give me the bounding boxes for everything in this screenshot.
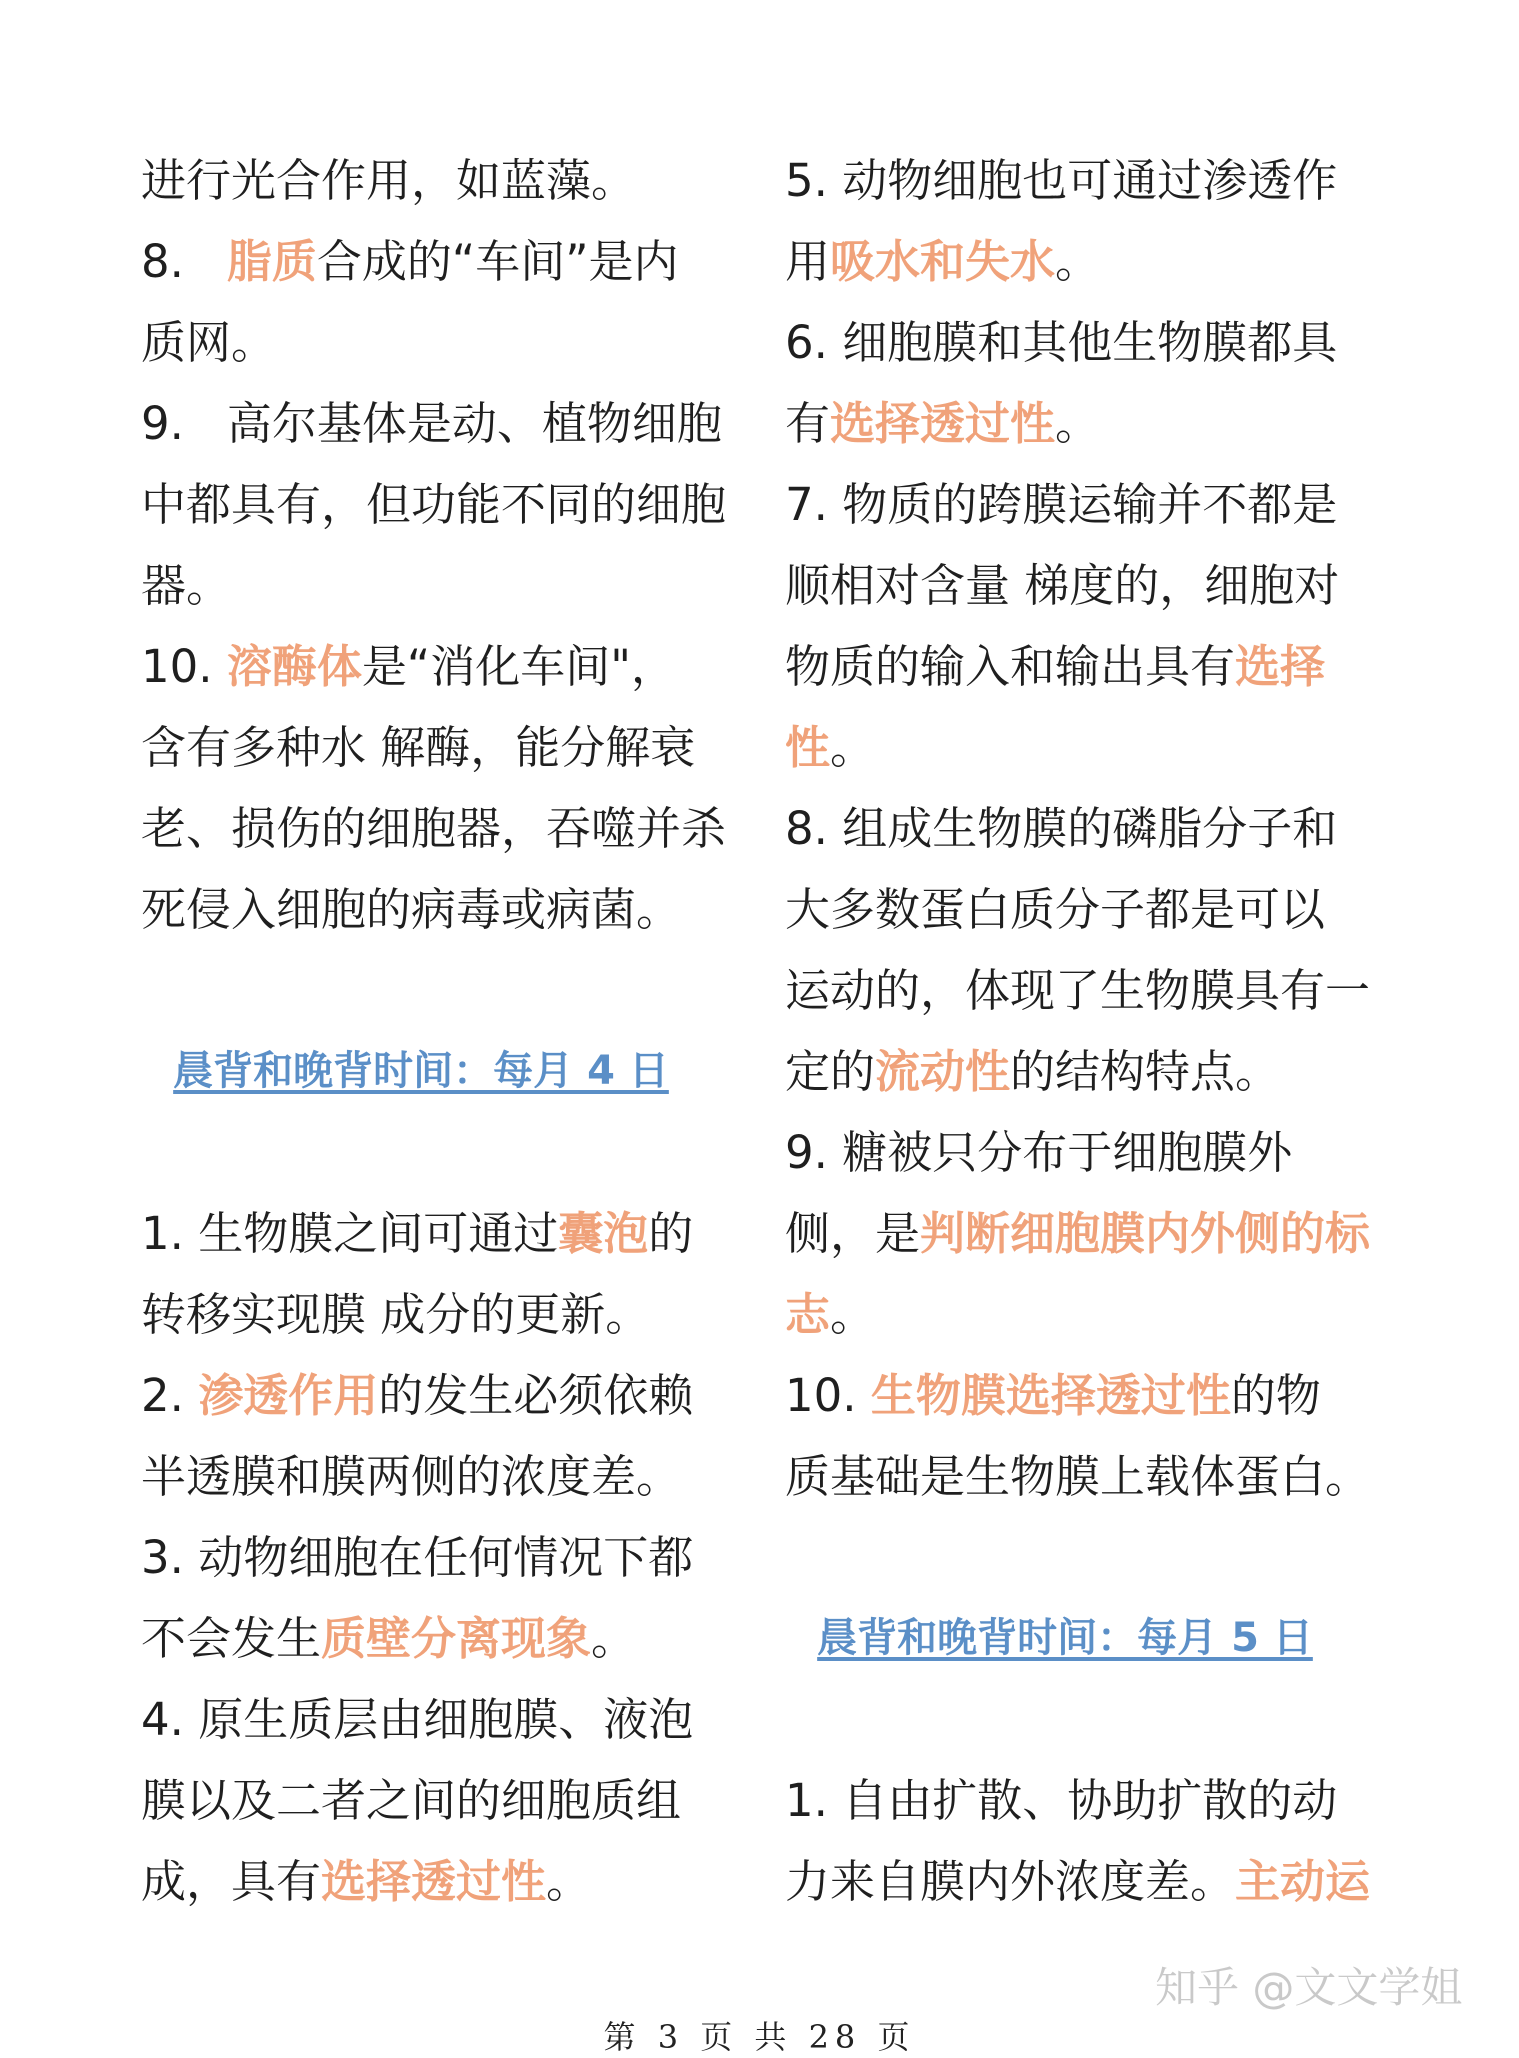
left-line — [141, 140, 741, 221]
item-10-cont — [141, 707, 741, 788]
point-2 — [141, 1355, 741, 1436]
text: 顺相对含量 梯度的，细胞对 — [785, 559, 1340, 612]
text: 膜以及二者之间的细胞质组 — [141, 1774, 682, 1827]
text: 。 — [830, 721, 876, 774]
item-10-cont — [141, 869, 741, 950]
item-7-cont — [785, 707, 1385, 788]
item-number: 7. — [785, 478, 828, 531]
text: 动物细胞在任何情况下都 — [198, 1531, 694, 1584]
text: 的发生必须依赖 — [378, 1369, 694, 1422]
item-7-cont — [785, 626, 1385, 707]
spacer — [785, 1517, 1385, 1598]
section-heading-day-5: 晨背和晚背时间：每月 5 日 — [817, 1615, 1313, 1661]
point-3 — [141, 1517, 741, 1598]
text: 物质的跨膜运输并不都是 — [842, 478, 1338, 531]
text: 含有多种水 解酶，能分解衰 — [141, 721, 696, 774]
item-9-cont — [785, 1193, 1385, 1274]
point-4 — [141, 1679, 741, 1760]
text: 成，具有 — [141, 1855, 322, 1908]
highlight-term: 质壁分离现象 — [321, 1612, 592, 1665]
item-number: 9. — [141, 397, 184, 450]
text: 运动的，体现了生物膜具有一 — [785, 964, 1371, 1017]
item-8-cont — [785, 950, 1385, 1031]
item-number: 8. — [785, 802, 828, 855]
item-10-cont — [785, 1436, 1385, 1517]
highlight-term: 选择透过性 — [830, 397, 1056, 450]
item-6 — [785, 302, 1385, 383]
text: 合成的“车间”是内 — [316, 235, 679, 288]
highlight-term: 选择透过性 — [321, 1855, 547, 1908]
text: 是“消化车间"， — [361, 640, 676, 693]
text: 不会发生 — [141, 1612, 322, 1665]
item-number: 1. — [141, 1207, 184, 1260]
highlight-term: 流动性 — [875, 1045, 1011, 1098]
item-number: 1. — [785, 1774, 828, 1827]
item-5 — [785, 140, 1385, 221]
left-column — [141, 140, 741, 1922]
item-number: 8. — [141, 235, 184, 288]
page-footer: 第 3 页 共 28 页 — [603, 2018, 916, 2056]
text: 生物膜之间可通过 — [198, 1207, 559, 1260]
text: 力来自膜内外浓度差。 — [785, 1855, 1236, 1908]
text: 中都具有，但功能不同的细胞 — [141, 478, 727, 531]
item-8-cont — [785, 869, 1385, 950]
text: 侧，是 — [785, 1207, 921, 1260]
text: 的 — [648, 1207, 694, 1260]
item-9-cont — [141, 545, 741, 626]
text: 用 — [785, 235, 831, 288]
text: 半透膜和膜两侧的浓度差。 — [141, 1450, 682, 1503]
item-6-cont — [785, 383, 1385, 464]
text: 糖被只分布于细胞膜外 — [842, 1126, 1293, 1179]
item-9-cont — [785, 1274, 1385, 1355]
highlight-term: 吸水和失水 — [830, 235, 1056, 288]
item-10-cont — [141, 788, 741, 869]
item-8 — [785, 788, 1385, 869]
point-1 — [141, 1193, 741, 1274]
item-number: 10. — [141, 640, 213, 693]
highlight-term: 选择 — [1235, 640, 1326, 693]
text: 器。 — [141, 559, 232, 612]
highlight-term: 囊泡 — [558, 1207, 649, 1260]
text: 高尔基体是动、植物细胞 — [226, 397, 722, 450]
item-5-cont — [785, 221, 1385, 302]
text: 大多数蛋白质分子都是可以 — [785, 883, 1326, 936]
spacer — [785, 1679, 1385, 1760]
item-number: 4. — [141, 1693, 184, 1746]
highlight-term: 生物膜选择透过性 — [870, 1369, 1231, 1422]
point-4-cont — [141, 1841, 741, 1922]
point-1-cont — [785, 1841, 1385, 1922]
point-2-cont — [141, 1436, 741, 1517]
right-column — [785, 140, 1385, 1922]
item-10 — [141, 626, 741, 707]
item-7 — [785, 464, 1385, 545]
item-8-cont — [141, 302, 741, 383]
item-number: 2. — [141, 1369, 184, 1422]
text: 原生质层由细胞膜、液泡 — [198, 1693, 694, 1746]
spacer — [141, 950, 741, 1031]
item-8-cont — [785, 1031, 1385, 1112]
highlight-term: 判断细胞膜内外侧的标 — [920, 1207, 1371, 1260]
item-number: 10. — [785, 1369, 857, 1422]
point-3-cont — [141, 1598, 741, 1679]
spacer — [141, 1112, 741, 1193]
text: 的物 — [1230, 1369, 1321, 1422]
item-number: 3. — [141, 1531, 184, 1584]
text: 质网。 — [141, 316, 277, 369]
watermark: 知乎 @文文学姐 — [1155, 1963, 1463, 2012]
text: 。 — [591, 1612, 637, 1665]
text: 老、损伤的细胞器，吞噬并杀 — [141, 802, 727, 855]
highlight-term: 志 — [785, 1288, 831, 1341]
text: 质基础是生物膜上载体蛋白。 — [785, 1450, 1371, 1503]
highlight-term: 脂质 — [226, 235, 317, 288]
item-8 — [141, 221, 741, 302]
text: 自由扩散、协助扩散的动 — [842, 1774, 1338, 1827]
item-9-cont — [141, 464, 741, 545]
highlight-term: 主动运 — [1235, 1855, 1371, 1908]
item-9 — [785, 1112, 1385, 1193]
item-number: 6. — [785, 316, 828, 369]
text: 的结构特点。 — [1010, 1045, 1281, 1098]
item-number: 9. — [785, 1126, 828, 1179]
highlight-term: 性 — [785, 721, 831, 774]
text: 。 — [546, 1855, 592, 1908]
item-7-cont — [785, 545, 1385, 626]
section-heading-day-4: 晨背和晚背时间：每月 4 日 — [173, 1048, 669, 1094]
point-1 — [785, 1760, 1385, 1841]
text: 有 — [785, 397, 831, 450]
text: 定的 — [785, 1045, 876, 1098]
text: 。 — [1055, 397, 1101, 450]
text: 进行光合作用，如蓝藻。 — [141, 154, 637, 207]
text: 组成生物膜的磷脂分子和 — [842, 802, 1338, 855]
text: 物质的输入和输出具有 — [785, 640, 1236, 693]
item-10 — [785, 1355, 1385, 1436]
item-9 — [141, 383, 741, 464]
text: 死侵入细胞的病毒或病菌。 — [141, 883, 682, 936]
highlight-term: 渗透作用 — [198, 1369, 379, 1422]
highlight-term: 溶酶体 — [226, 640, 362, 693]
point-4-cont — [141, 1760, 741, 1841]
text: 动物细胞也可通过渗透作 — [842, 154, 1338, 207]
text: 转移实现膜 成分的更新。 — [141, 1288, 651, 1341]
text: 。 — [1055, 235, 1101, 288]
text: 。 — [830, 1288, 876, 1341]
item-number: 5. — [785, 154, 828, 207]
point-1-cont — [141, 1274, 741, 1355]
text: 细胞膜和其他生物膜都具 — [842, 316, 1338, 369]
